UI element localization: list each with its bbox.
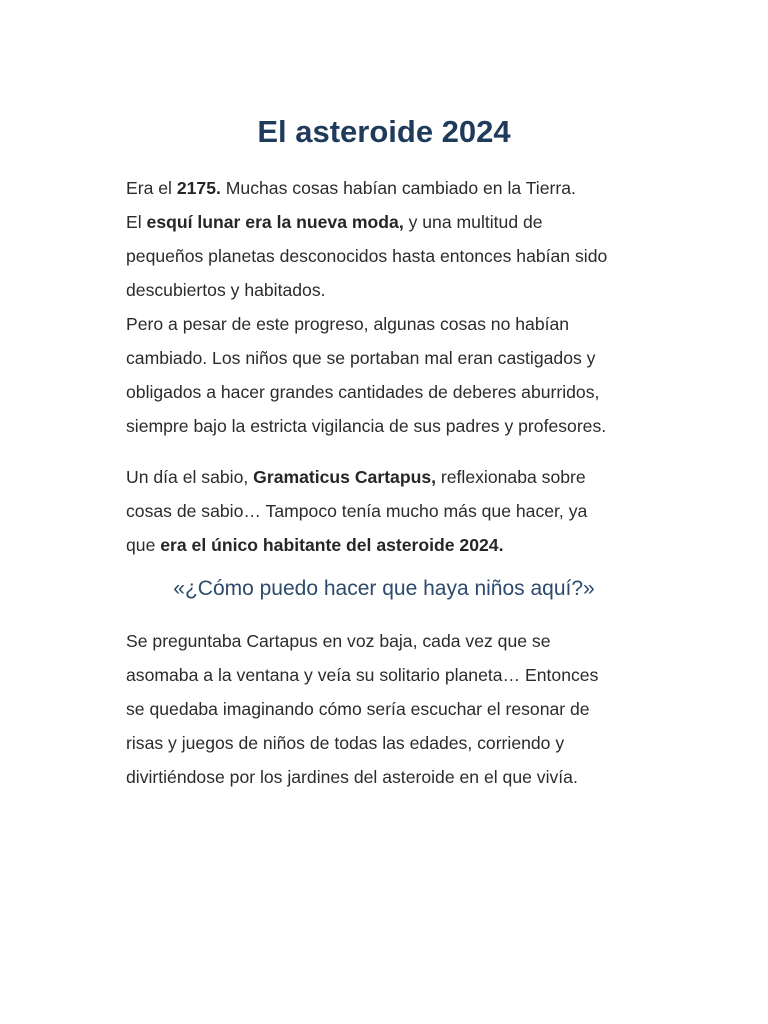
paragraph-line [126, 528, 666, 562]
bold-text: era el único habitante del asteroide 2024. [160, 535, 504, 555]
centered-quote: «¿Cómo puedo hacer que haya niños aquí?» [173, 577, 595, 600]
paragraph-line: Se preguntaba Cartapus en voz baja, cada vez que se [126, 631, 551, 651]
paragraph-line [126, 171, 666, 205]
paragraph-line: divirtiéndose por los jardines del asteroide en el que vivía. [126, 767, 578, 787]
paragraph-2 [126, 460, 666, 562]
paragraph-line: asomaba a la ventana y veía su solitario planeta… Entonces [126, 665, 599, 685]
paragraph-line: cambiado. Los niños que se portaban mal eran castigados y [126, 348, 596, 368]
text-run: que [126, 535, 161, 555]
paragraph-line: Pero a pesar de este progreso, algunas cosas no habían [126, 314, 570, 334]
paragraph-line: se quedaba imaginando cómo sería escuchar el resonar de [126, 699, 590, 719]
paragraph-line: cosas de sabio… Tampoco tenía mucho más que hacer, ya [126, 501, 588, 521]
bold-text: 2175. [176, 178, 221, 198]
bold-text: Gramaticus Cartapus, [253, 467, 437, 487]
text-run: y una multitud de [403, 212, 543, 232]
paragraph-line: pequeños planetas desconocidos hasta entonces habían sido [126, 246, 608, 266]
paragraph-3 [126, 624, 666, 794]
text-run: Muchas cosas habían cambiado en la Tierra. [220, 178, 576, 198]
text-run: Un día el sabio, [126, 467, 254, 487]
paragraph-line: descubiertos y habitados. [126, 280, 326, 300]
bold-text: esquí lunar era la nueva moda, [146, 212, 404, 232]
paragraph-line: siempre bajo la estricta vigilancia de sus padres y profesores. [126, 416, 607, 436]
paragraph-line [126, 460, 666, 494]
paragraph-line: risas y juegos de niños de todas las edades, corriendo y [126, 733, 565, 753]
paragraph-line [126, 205, 666, 239]
text-run: reflexionaba sobre [436, 467, 586, 487]
paragraph-line: obligados a hacer grandes cantidades de deberes aburridos, [126, 382, 600, 402]
paragraph-1 [126, 171, 666, 443]
text-run: Era el [126, 178, 177, 198]
document-title: El asteroide 2024 [257, 114, 511, 149]
text-run: El [126, 212, 147, 232]
